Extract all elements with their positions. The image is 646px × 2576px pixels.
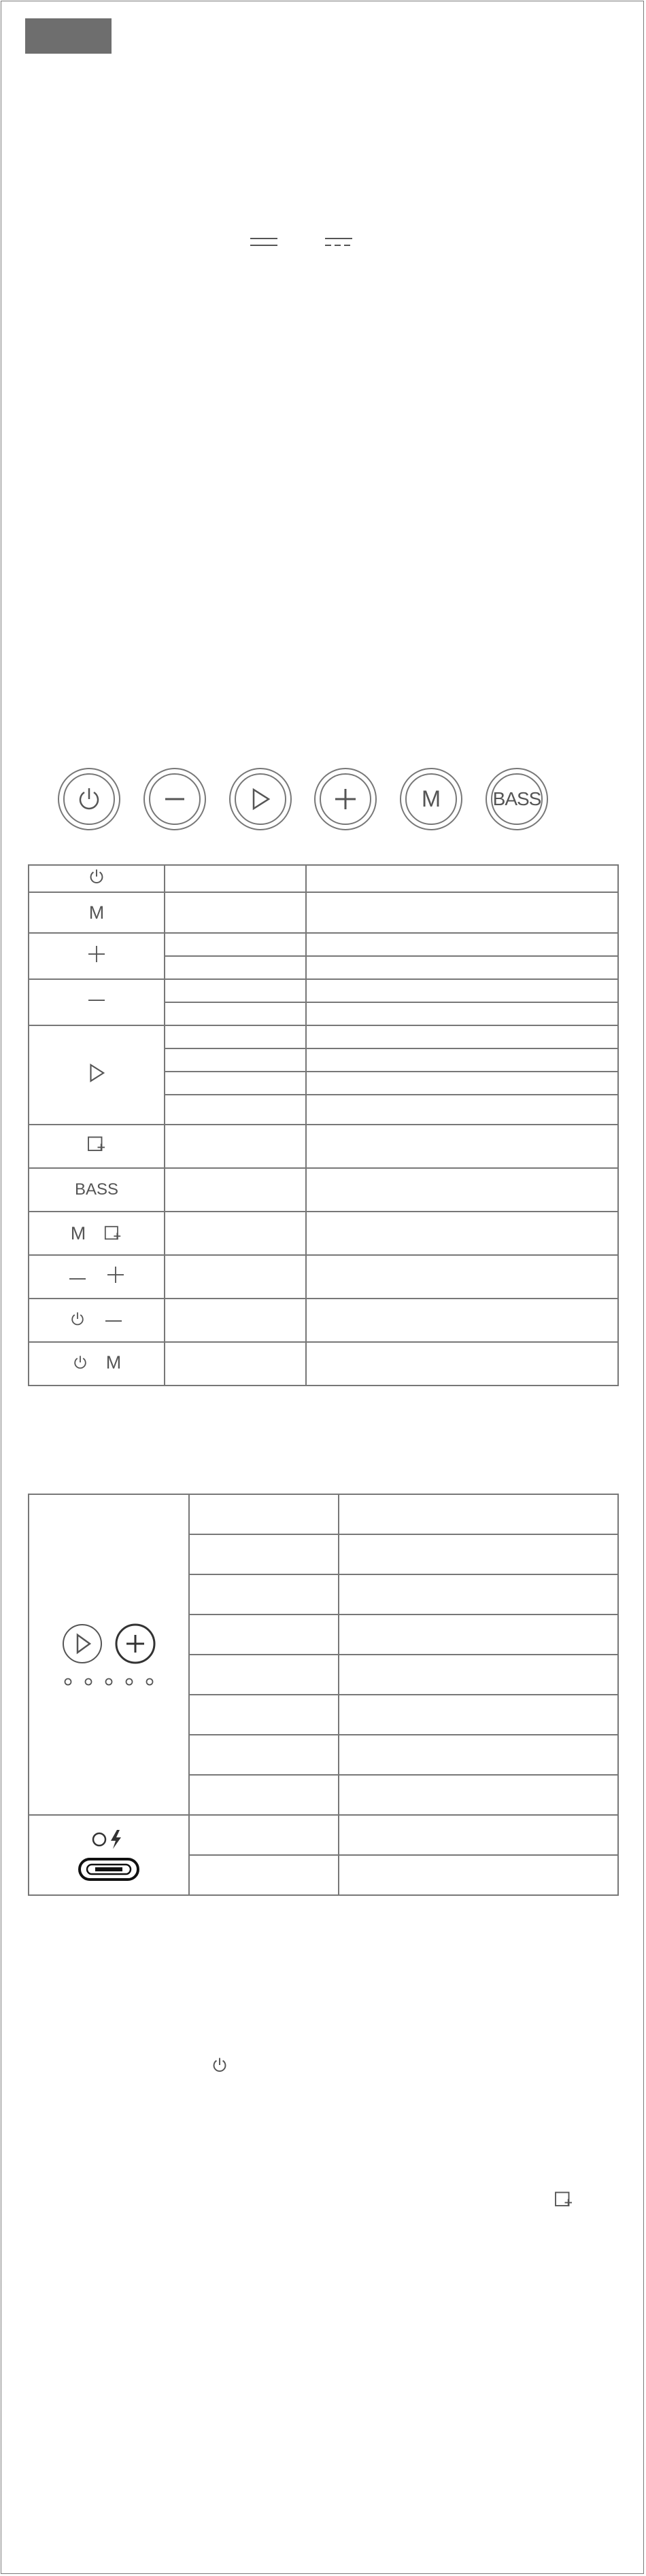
power-icon [88,868,105,885]
key-cell [29,1342,165,1386]
power-icon [75,786,103,813]
m-combo-key-label: M [70,1222,86,1243]
table-row [29,1494,618,1534]
power-icon [69,1311,86,1327]
usb-c-port-icon [78,1857,140,1882]
plus-icon [105,1265,126,1285]
table-row [29,1212,618,1255]
mode-button-label: M [421,786,441,812]
charging-indicator-cell [29,1815,189,1895]
power-icon [72,1354,88,1371]
button-function-table [28,864,619,1386]
table-row [29,892,618,933]
key-cell [29,933,165,979]
power-icon [211,2056,228,2074]
key-cell [29,892,165,933]
table-row [29,979,618,1002]
dc-symbol-icon [250,236,277,247]
dashed-dc-symbol-icon [325,236,352,247]
minus-icon [103,1309,124,1329]
tws-icon [554,2189,574,2210]
table-row [29,1299,618,1342]
bass-button[interactable] [486,768,548,830]
key-cell [29,1212,165,1255]
play-icon [247,786,274,813]
play-icon [85,1061,108,1084]
indicator-table [28,1494,619,1896]
table-row [29,1342,618,1386]
plus-icon [114,1623,156,1665]
power-m-key-label: M [105,1352,122,1373]
volume-up-button[interactable] [314,768,377,830]
key-cell [29,1168,165,1212]
key-cell [29,1025,165,1125]
table-row [29,1168,618,1212]
minus-icon [161,786,188,813]
key-cell [29,1125,165,1168]
m-key-label: M [88,902,105,923]
table-row [29,1255,618,1299]
play-plus-indicator-cell [29,1494,189,1815]
table-row [29,865,618,892]
led-dots-icon [61,1677,156,1687]
key-cell [29,1255,165,1299]
tws-icon [86,1134,107,1154]
table-row [29,1815,618,1855]
minus-icon [86,990,107,1010]
bass-key-label: BASS [74,1180,119,1199]
control-buttons-row [0,768,646,836]
minus-icon [67,1265,88,1285]
table-row [29,1025,618,1048]
key-cell [29,979,165,1025]
table-row [29,1125,618,1168]
mode-button[interactable] [400,768,462,830]
section-tab [25,18,112,54]
table-row [29,933,618,956]
play-button[interactable] [229,768,292,830]
volume-down-button[interactable] [143,768,206,830]
play-icon [61,1623,103,1665]
charge-led-icon [90,1829,128,1850]
plus-icon [86,944,107,964]
bass-button-label: BASS [492,788,541,809]
plus-icon [332,786,359,813]
key-cell [29,865,165,892]
tws-icon [103,1224,122,1243]
power-button[interactable] [58,768,120,830]
key-cell [29,1299,165,1342]
